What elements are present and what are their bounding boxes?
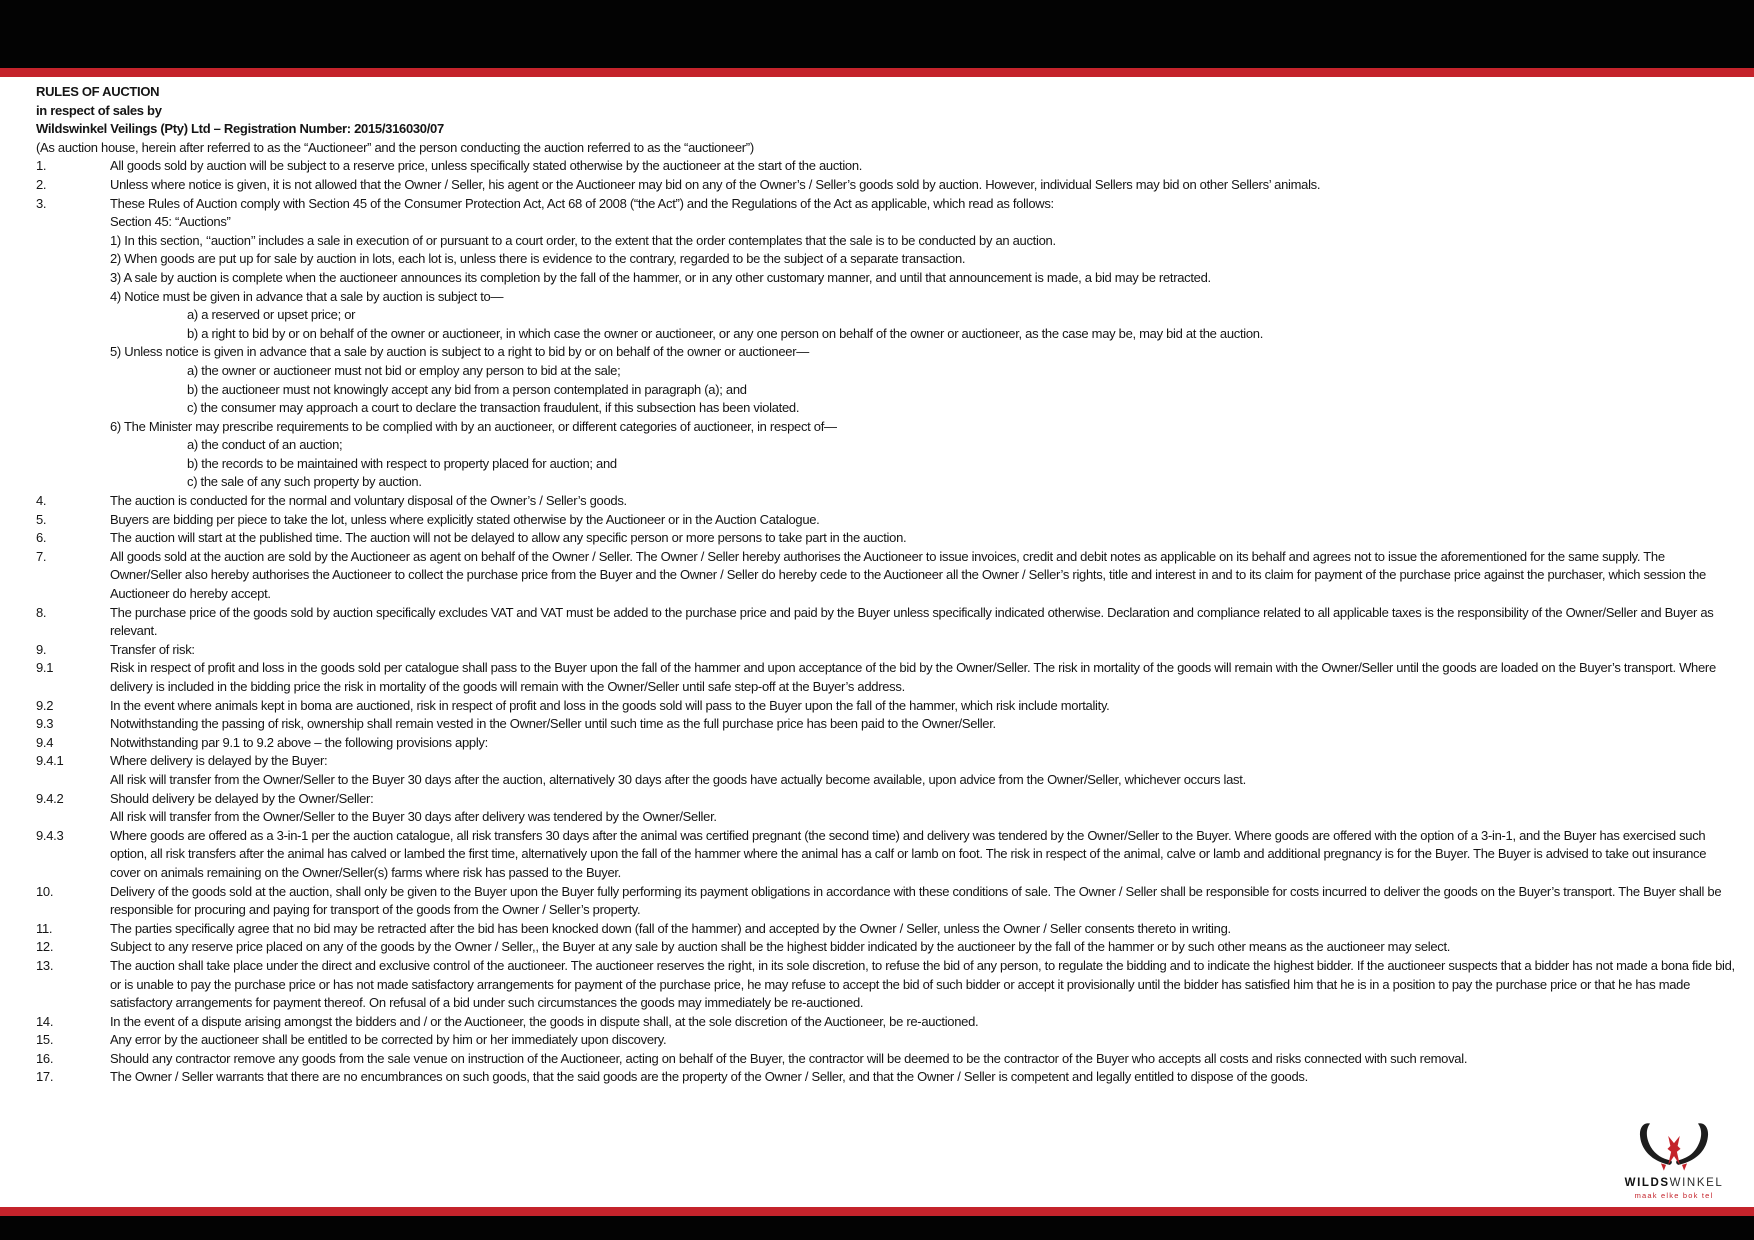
rule-paragraph: The purchase price of the goods sold by auction specifically excludes VAT and VAT must be added to the purchase price and paid by the Buyer unless specifically indicated otherwise. Declaration and compliance related to all applicable taxes is the responsibility of the Owner/Seller and Buyer as relevant. (110, 604, 1714, 639)
rule-number: 14. (36, 1013, 54, 1029)
rule-paragraph: b) the records to be maintained with respect to property placed for auction; and (187, 455, 617, 471)
rule-paragraph: a) a reserved or upset price; or (187, 307, 356, 323)
rule-paragraph: Delivery of the goods sold at the auction, shall only be given to the Buyer upon the Buyer fully performing its payment obligations in accordance with these conditions of sale. The Owner / Seller shall be responsible for costs incurred to deliver the goods on the Buyer’s transport. The Buyer shall be responsible for procuring and paying for transport of the goods from the Owner / Seller’s property. (110, 883, 1722, 918)
rule-text (110, 548, 1736, 604)
rule-item (36, 790, 1736, 827)
rule-text (110, 195, 1736, 493)
rule-paragraph: Should delivery be delayed by the Owner/Seller: (110, 790, 374, 806)
rule-text (110, 604, 1736, 641)
wildswinkel-logo (1614, 1117, 1734, 1200)
rule-paragraph: Section 45: “Auctions” (110, 214, 231, 230)
rule-text (110, 659, 1736, 696)
rule-paragraph: Subject to any reserve price placed on any of the goods by the Owner / Seller,, the Buyer at any sale by auction shall be the highest bidder indicated by the auctioneer by the fall of the hammer or by such other means as the auctioneer may select. (110, 939, 1451, 955)
rule-paragraph: The auction shall take place under the direct and exclusive control of the auctioneer. The auctioneer reserves the right, in its sole discretion, to refuse the bid of any person, to regulate the bidding and to indicate the highest bidder. If the auctioneer suspects that a bidder has not made a bona fide bid, or is unable to pay the purchase price or has not made satisfactory arrangements for payment of the purchase price, he may refuse to accept the bid of such bidder or accept it provisionally until the bidder has satisfied him that he is in a position to pay the purchase price or that he has made satisfactory arrangements for payment thereof. On refusal of a bid under such circumstances the goods may immediately be re-auctioned. (110, 957, 1735, 1011)
rule-paragraph: 4) Notice must be given in advance that a sale by auction is subject to— (110, 288, 504, 304)
rule-paragraph: b) the auctioneer must not knowingly accept any bid from a person contemplated in paragraph (a); and (187, 381, 747, 397)
rule-number: 9.3 (36, 716, 54, 732)
rule-paragraph: Notwithstanding par 9.1 to 9.2 above – the following provisions apply: (110, 734, 488, 750)
rule-text (110, 529, 1736, 548)
rule-paragraph: 3) A sale by auction is complete when the auctioneer announces its completion by the fall of the hammer, or in any other customary manner, and until that announcement is made, a bid may be retracted. (110, 269, 1211, 285)
rule-number: 2. (36, 176, 47, 192)
rule-text (110, 176, 1736, 195)
rule-paragraph: 6) The Minister may prescribe requirements to be complied with by an auctioneer, or different categories of auctioneer, in respect of— (110, 418, 837, 434)
rule-item (36, 957, 1736, 1013)
rule-item (36, 641, 1736, 660)
top-black-bar (0, 0, 1754, 68)
rule-text (110, 827, 1736, 883)
rule-text (110, 1031, 1736, 1050)
rule-paragraph: a) the conduct of an auction; (187, 437, 343, 453)
rule-item (36, 1031, 1736, 1050)
rule-paragraph: The parties specifically agree that no bid may be retracted after the bid has been knocked down (fall of the hammer) and accepted by the Owner / Seller, unless the Owner / Seller consents thereto in writing. (110, 920, 1231, 936)
rule-number: 5. (36, 511, 47, 527)
brand-wordmark (1614, 1177, 1734, 1190)
rule-paragraph: The auction will start at the published time. The auction will not be delayed to allow any specific person or more persons to take part in the auction. (110, 530, 907, 546)
rule-item (36, 734, 1736, 753)
rule-paragraph: b) a right to bid by or on behalf of the owner or auctioneer, in which case the owner or auctioneer, or any one person on behalf of the owner or auctioneer, as the case may be, may bid at the auction. (187, 325, 1264, 341)
rule-paragraph: Buyers are bidding per piece to take the lot, unless where explicitly stated otherwise by the Auctioneer or in the Auction Catalogue. (110, 511, 820, 527)
rule-number: 12. (36, 939, 54, 955)
rule-text (110, 157, 1736, 176)
rule-number: 9.4.3 (36, 827, 64, 843)
rule-number: 9.4.1 (36, 753, 64, 769)
rule-paragraph: Transfer of risk: (110, 641, 195, 657)
rule-paragraph: 1) In this section, ‘‘auction’’ includes a sale in execution of or pursuant to a court order, to the extent that the order contemplates that the sale is to be conducted by an auction. (110, 232, 1056, 248)
page-title: RULES OF AUCTION (36, 84, 160, 99)
rule-item (36, 883, 1736, 920)
rule-paragraph: Should any contractor remove any goods from the sale venue on instruction of the Auctioneer, acting on behalf of the Buyer, the contractor will be deemed to be the contractor of the Buyer who accepts all costs and risks connected with such removal. (110, 1050, 1468, 1066)
rule-text (110, 697, 1736, 716)
rule-paragraph: 2) When goods are put up for sale by auction in lots, each lot is, unless there is evidence to the contrary, regarded to be the subject of a separate transaction. (110, 251, 966, 267)
rule-text (110, 492, 1736, 511)
rule-number: 17. (36, 1069, 54, 1085)
rule-text (110, 734, 1736, 753)
rule-item (36, 1068, 1736, 1087)
rule-number: 16. (36, 1050, 54, 1066)
brand-wordmark-light: WINKEL (1669, 1177, 1724, 1190)
rule-paragraph: Where goods are offered as a 3-in-1 per the auction catalogue, all risk transfers 30 days after the animal was certified pregnant (the second time) and delivery was tendered by the Owner/Seller to the Buyer. Where goods are offered with the option of a 3-in-1, and the Buyer has exercised such option, all risk transfers after the animal has calved or lambed the first time, alternatively upon the fall of the hammer where the animal has a calf or lamb on foot. The risk in respect of the animal, calve or lamb and additional pregnancy is for the Buyer. The Buyer is advised to take out insurance cover on animals remaining on the Owner/Seller(s) farms where risk has passed to the Buyer. (110, 827, 1707, 880)
rule-text (110, 790, 1736, 827)
rule-number: 9.4.2 (36, 790, 64, 806)
rule-paragraph: In the event of a dispute arising amongst the bidders and / or the Auctioneer, the goods in dispute shall, at the sole discretion of the Auctioneer, be re-auctioned. (110, 1013, 979, 1029)
rule-number: 6. (36, 530, 47, 546)
rule-paragraph: Unless where notice is given, it is not allowed that the Owner / Seller, his agent or the Auctioneer may bid on any of the Owner’s / Seller’s goods sold by auction. However, individual Sellers may bid on other Sellers’ animals. (110, 176, 1321, 192)
rule-text (110, 1013, 1736, 1032)
rule-paragraph: c) the consumer may approach a court to declare the transaction fraudulent, if this subsection has been violated. (187, 400, 800, 416)
rule-number: 11. (36, 920, 53, 936)
rule-text (110, 920, 1736, 939)
rule-item (36, 715, 1736, 734)
rule-text (110, 752, 1736, 789)
rule-number: 9.1 (36, 660, 54, 676)
bottom-black-bar (0, 1216, 1754, 1240)
rule-paragraph: The auction is conducted for the normal and voluntary disposal of the Owner’s / Seller’s goods. (110, 493, 627, 509)
rule-text (110, 957, 1736, 1013)
rule-paragraph: These Rules of Auction comply with Section 45 of the Consumer Protection Act, Act 68 of 2008 (“the Act”) and the Regulations of the Act as applicable, which read as follows: (110, 195, 1054, 211)
rule-item (36, 1050, 1736, 1069)
rule-paragraph: c) the sale of any such property by auction. (187, 474, 422, 490)
rule-paragraph: Risk in respect of profit and loss in the goods sold per catalogue shall pass to the Buyer upon the fall of the hammer and upon acceptance of the bid by the Owner/Seller. The risk in mortality of the goods will remain with the Owner/Seller until the goods are loaded on the Buyer’s transport. Where delivery is included in the bidding price the risk in mortality of the goods will remain with the Owner/Seller until safe step-off at the Buyer’s address. (110, 660, 1716, 694)
rule-number: 9.4 (36, 734, 54, 750)
rule-text (110, 1068, 1736, 1087)
rule-item (36, 938, 1736, 957)
rule-text (110, 715, 1736, 734)
bottom-red-stripe (0, 1207, 1754, 1216)
rules-list (36, 157, 1736, 1087)
rule-text (110, 1050, 1736, 1069)
rule-item (36, 195, 1736, 493)
rule-number: 13. (36, 957, 54, 973)
rule-item (36, 176, 1736, 195)
rule-text (110, 641, 1736, 660)
rule-paragraph: In the event where animals kept in boma are auctioned, risk in respect of profit and loss in the goods sold will pass to the Buyer upon the fall of the hammer, which risk include mortality. (110, 697, 1110, 713)
rule-paragraph: a) the owner or auctioneer must not bid or employ any person to bid at the sale; (187, 362, 621, 378)
brand-tagline: maak elke bok tel (1634, 1190, 1714, 1200)
rule-item (36, 1013, 1736, 1032)
rule-item (36, 529, 1736, 548)
rule-paragraph: The Owner / Seller warrants that there are no encumbrances on such goods, that the said goods are the property of the Owner / Seller, and that the Owner / Seller is competent and legally entitled to dispose of the goods. (110, 1069, 1308, 1085)
rule-paragraph: Any error by the auctioneer shall be entitled to be corrected by him or her immediately upon discovery. (110, 1032, 667, 1048)
intro-line: (As auction house, herein after referred to as the “Auctioneer” and the person conducting the auction referred to as the “auctioneer”) (36, 139, 754, 155)
rule-item (36, 752, 1736, 789)
rule-item (36, 511, 1736, 530)
rule-paragraph: All risk will transfer from the Owner/Seller to the Buyer 30 days after delivery was tendered by the Owner/Seller. (110, 809, 717, 825)
rule-text (110, 511, 1736, 530)
rule-paragraph: All goods sold by auction will be subject to a reserve price, unless specifically stated otherwise by the auctioneer at the start of the auction. (110, 158, 863, 174)
rule-number: 7. (36, 548, 47, 564)
rule-paragraph: 5) Unless notice is given in advance that a sale by auction is subject to a right to bid by or on behalf of the owner or auctioneer— (110, 344, 809, 360)
rule-paragraph: All risk will transfer from the Owner/Seller to the Buyer 30 days after the auction, alternatively 30 days after the goods have actually become available, upon advice from the Owner/Seller, whichever occurs last. (110, 771, 1246, 787)
rule-item (36, 659, 1736, 696)
rule-number: 8. (36, 604, 47, 620)
rule-item (36, 492, 1736, 511)
rule-number: 3. (36, 195, 47, 211)
rule-paragraph: Where delivery is delayed by the Buyer: (110, 753, 328, 769)
rule-item (36, 920, 1736, 939)
antelope-horns-icon (1628, 1117, 1720, 1175)
rule-paragraph: All goods sold at the auction are sold by the Auctioneer as agent on behalf of the Owner / Seller. The Owner / Seller hereby authorises the Auctioneer to issue invoices, credit and debit notes as applicable on its behalf and agrees not to issue the aforementioned for the same supply. The Owner/Seller also hereby authorises the Auctioneer to collect the purchase price from the Buyer and the Owner / Seller do hereby cede to the Auctioneer all the Owner / Seller’s rights, title and interest in and to its claim for payment of the purchase price against the purchaser, which session the Auctioneer do hereby accept. (110, 548, 1706, 602)
top-red-stripe (0, 68, 1754, 77)
rule-number: 15. (36, 1032, 54, 1048)
rule-number: 10. (36, 883, 54, 899)
rule-number: 4. (36, 493, 47, 509)
rule-paragraph: Notwithstanding the passing of risk, ownership shall remain vested in the Owner/Seller until such time as the full purchase price has been paid to the Owner/Seller. (110, 716, 996, 732)
document-body (0, 77, 1754, 1207)
page-subtitle: in respect of sales by (36, 102, 162, 118)
rule-number: 9. (36, 641, 47, 657)
rule-item (36, 697, 1736, 716)
rule-number: 1. (36, 158, 47, 174)
brand-wordmark-bold: WILDS (1624, 1177, 1670, 1190)
company-registration-line: Wildswinkel Veilings (Pty) Ltd – Registration Number: 2015/316030/07 (36, 121, 444, 137)
rule-item (36, 157, 1736, 176)
rule-item (36, 827, 1736, 883)
rule-item (36, 604, 1736, 641)
rule-text (110, 938, 1736, 957)
rule-text (110, 883, 1736, 920)
rule-number: 9.2 (36, 697, 54, 713)
rule-item (36, 548, 1736, 604)
